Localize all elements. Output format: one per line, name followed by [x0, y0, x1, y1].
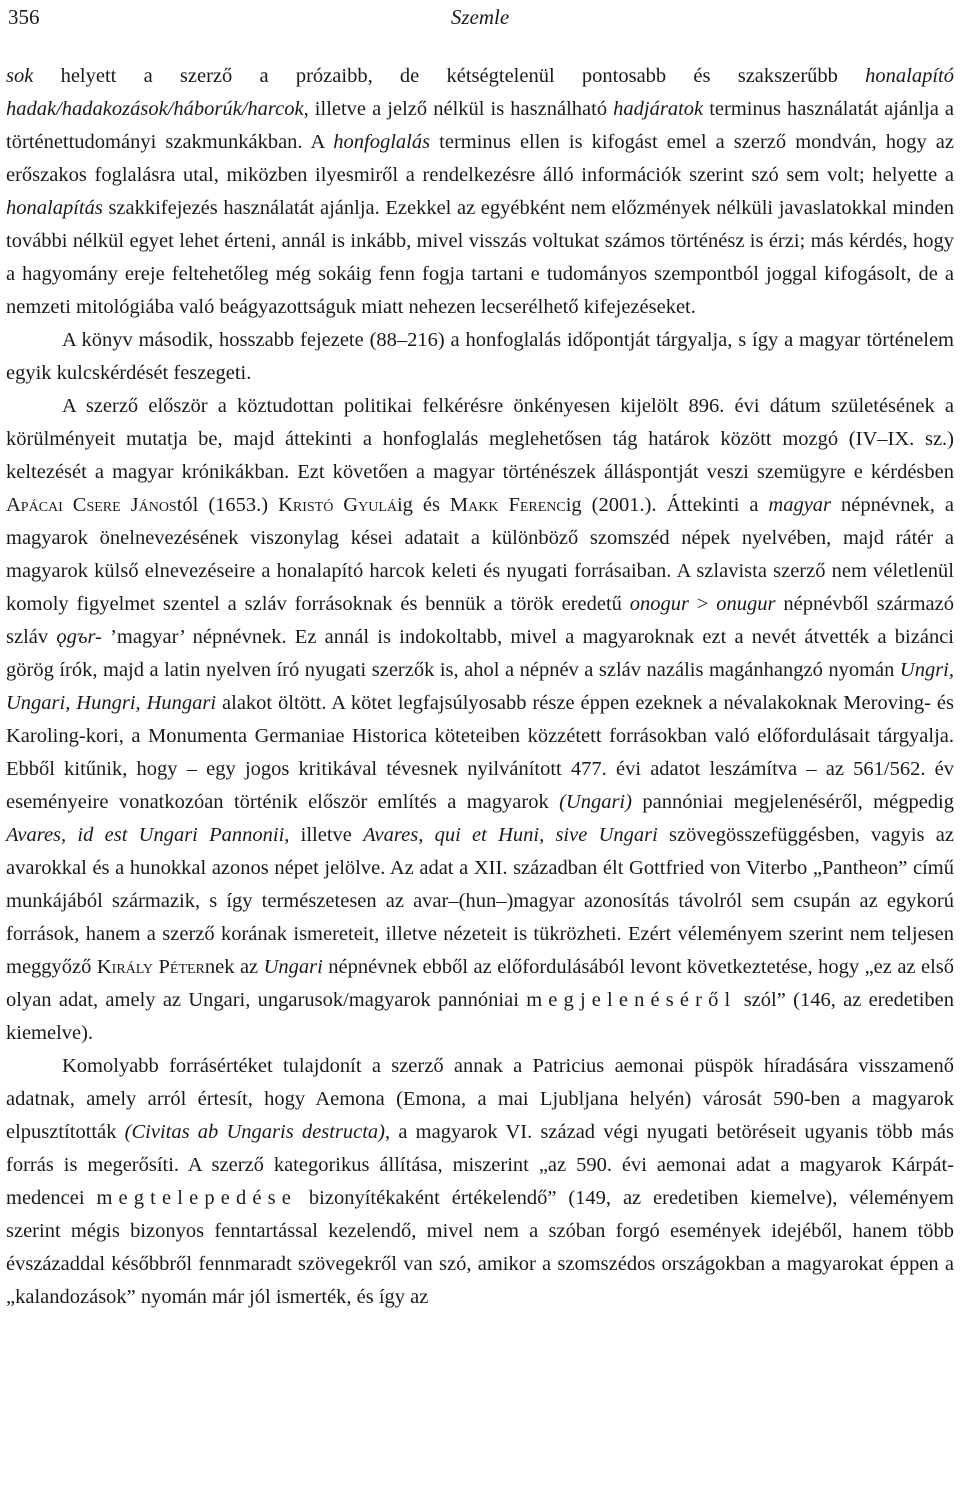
italic-text: magyar — [768, 494, 832, 516]
text-run: , illetve a jelző nélkül is használható — [303, 98, 614, 120]
text-run: szakkifejezés használatát ajánlja. Ezekkel az egyébként nem előzmények nélküli javaslatokkal minden további nélkül egyet lehet érteni, annál is inkább, mivel visszás voltukat számos történész is érzi; más kérdés, hogy a hagyomány ereje feltehetőleg még sokáig fenn fogja tartani e tudományos szempontból joggal kifogásolt, de a nemzeti mitológiába való beágyazottságuk miatt nehezen lecserélhető kifejezéseket. — [6, 197, 954, 318]
text-run: terminus használatát ajánlja a történettudományi szakmunkákban. A — [6, 98, 954, 153]
page-header — [8, 2, 952, 32]
small-caps-name: Apácai Csere János — [6, 494, 177, 516]
text-run: tól (1653.) — [176, 494, 279, 516]
paragraph — [6, 390, 954, 1050]
text-run: , a magyarok VI. század végi nyugati betöréseit ugyanis több más forrás is megerősíti. A szerző kategorikus állítása, miszerint „az 590. évi aemonai adat a magyarok Kárpát-medencei — [6, 1121, 954, 1209]
text-run: pannóniai megjelenéséről, mégpedig — [631, 791, 954, 813]
small-caps-name: Makk Ferenc — [449, 494, 566, 516]
text-run: szövegösszefüggésben, vagyis az avarokkal és a hunokkal azonos népet jelölve. Az adat a XII. században élt Gottfried von Viterbo „Pantheon” című munkájából származik, s így természetesen az avar–(hun–)magyar azonosítás távolról sem csupán az egykorú források, hanem a szerző korának ismereteit, illetve nézeteit is tükrözheti. Ezért véleményem szerint nem teljesen meggyőző — [6, 824, 954, 978]
italic-text: Avares, id est Ungari Pannonii — [6, 824, 285, 846]
italic-text: onogur — [629, 593, 689, 615]
text-run: terminus ellen is kifogást emel a szerző mondván, hogy az erőszakos foglalásra utal, miközben ilyesmiről a rendelkezésre álló információk szerint szó sem volt; helyette a — [6, 131, 954, 186]
text-run: , illetve — [284, 824, 364, 846]
text-run: ’magyar’ népnévnek. Ez annál is indokoltabb, mivel a magyaroknak ezt a nevét átvették a bizánci görög írók, majd a latin nyelven író nyugati szerzők is, ahol a népnév a szláv nazális magánhangzó nyomán — [6, 626, 954, 681]
paragraph — [6, 324, 954, 390]
italic-text: sok — [6, 65, 34, 87]
text-run: nek az — [204, 956, 264, 978]
text-run: Komolyabb forrásértéket tulajdonít a szerző annak a Patricius aemonai püspök híradására visszamenő adatnak, amely arról értesít, hogy Aemona (Emona, a mai Ljubljana helyén) városát 590-ben a magyarok elpusztították — [6, 1055, 954, 1143]
spaced-emphasis: megtelepedése — [96, 1187, 298, 1209]
spaced-emphasis: megjelenéséről — [526, 989, 737, 1011]
text-run: népnévnek ebből az előfordulásából levont következtetése, hogy „ez az első olyan adat, amely az Ungari, ungarusok/magyarok pannóniai — [6, 956, 955, 1011]
text-run: > — [688, 593, 717, 615]
text-run: ig és — [396, 494, 450, 516]
text-run: A könyv második, hosszabb fejezete (88–216) a honfoglalás időpontját tárgyalja, s így a magyar történelem egyik kulcskérdését feszegeti. — [6, 329, 954, 384]
italic-text: onugur — [716, 593, 776, 615]
small-caps-name: Kristó Gyulá — [278, 494, 397, 516]
italic-text: (Civitas ab Ungaris destructa) — [124, 1121, 386, 1143]
text-run: helyett a szerző a prózaibb, de kétségtelenül pontosabb és szakszerűbb — [33, 65, 866, 87]
small-caps-name: Király Péter — [96, 956, 205, 978]
text-run: alakot öltött. A kötet legfajsúlyosabb része éppen ezeknek a névalakoknak Meroving- és Karoling-kori, a Monumenta Germaniae Historica köteteiben közzétett forrásokban való előfordulásait tárgyalja. Ebből kitűnik, hogy – egy jogos kritikával tévesnek nyilvánított 477. évi adatot leszámítva – az 561/562. év eseményeire vonatkozóan történik először említés a magyarok — [6, 692, 954, 813]
text-run: népnévnek, a magyarok önelnevezésének viszonylag kései adatait a különböző szomszéd népek nyelvében, majd rátér a magyarok külső elnevezéseire a honalapító harcok keleti és nyugati forrásaiban. A szlavista szerző nem véletlenül komoly figyelmet szentel a szláv forrásoknak és bennük a török eredetű — [6, 494, 954, 615]
italic-text: hadjáratok — [613, 98, 704, 120]
italic-text: Avares, qui et Huni, sive Ungari — [363, 824, 658, 846]
article-body — [6, 60, 954, 1314]
italic-text: Ungri, Ungari, Hungri, Hungari — [6, 659, 954, 714]
italic-text: honfoglalás — [333, 131, 431, 153]
text-run: szól” (146, az eredetiben kiemelve). — [6, 989, 954, 1044]
text-run: A szerző először a köztudottan politikai felkérésre önkényesen kijelölt 896. évi dátum születésének a körülményeit mutatja be, majd áttekinti a honfoglalás meglehetősen tág határok között mozgó (IV–IX. sz.) keltezését a magyar krónikákban. Ezt követően a magyar történészek álláspontját veszi szemügyre e kérdésben — [6, 395, 954, 483]
text-run: népnévből származó szláv — [6, 593, 954, 648]
italic-text: honalapító hadak/hadakozások/háborúk/harcok — [6, 65, 954, 120]
page-number: 356 — [8, 5, 40, 29]
italic-text: (Ungari) — [559, 791, 632, 813]
italic-text: honalapítás — [6, 197, 103, 219]
text-run: bizonyítékaként értékelendő” (149, az eredetiben kiemelve), véleményem szerint mégis bizonyos fenntartással kezelendő, mivel nem a szóban forgó események idejéből, hanem több évszázaddal későbbről fennmaradt szövegekről van szó, amikor a szomszédos országokban a magyarokat éppen a „kalandozások” nyomán már jól ismerték, és így az — [6, 1187, 954, 1308]
paragraph — [6, 60, 954, 324]
paragraph — [6, 1050, 954, 1314]
text-run: ig (2001.). Áttekinti a — [565, 494, 769, 516]
italic-text: ǫgъr- — [56, 626, 102, 648]
running-title: Szemle — [450, 5, 510, 29]
italic-text: Ungari — [263, 956, 323, 978]
